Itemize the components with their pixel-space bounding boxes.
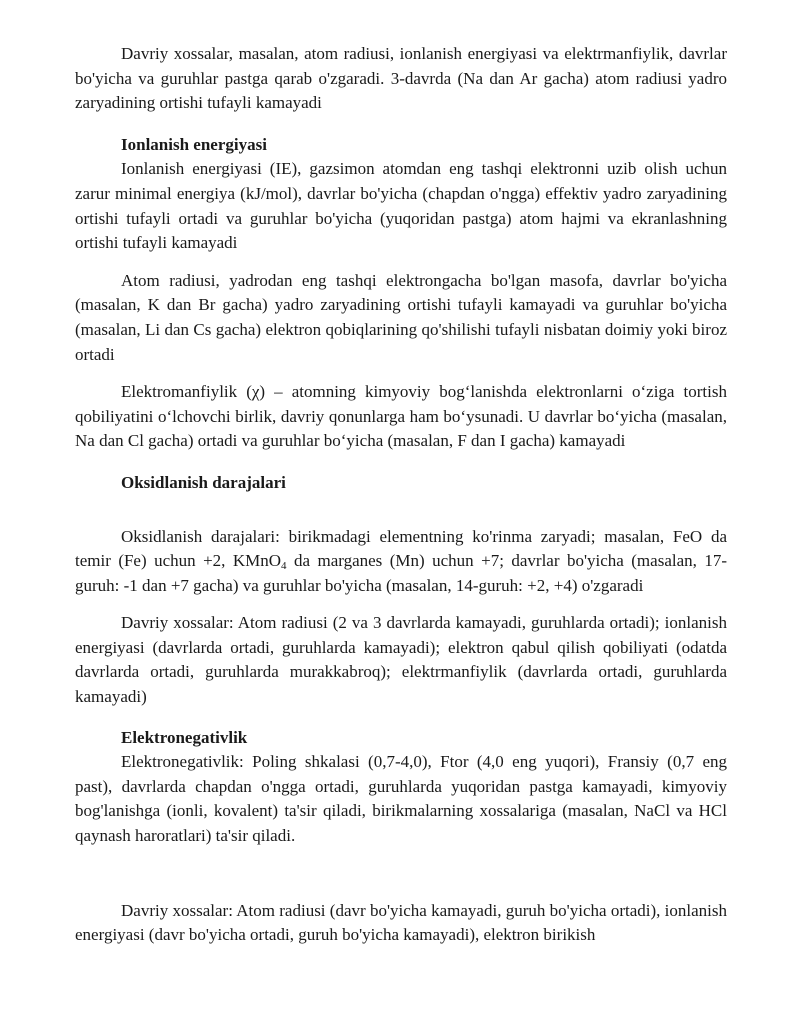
heading-ionization-energy: Ionlanish energiyasi	[121, 134, 267, 154]
oxidation-text-part1: Oksidlanish darajalari: birikmadagi elementning ko'rinma zaryadi; masalan, FeO da temir (Fe) uchun +2, KMnO	[75, 526, 727, 571]
subscript-four: 4	[281, 560, 287, 573]
paragraph-atomic-radius: Atom radiusi, yadrodan eng tashqi elektrongacha bo'lgan masofa, davrlar bo'yicha (masalan, K dan Br gacha) yadro zaryadining ortishi tufayli kamayadi va guruhlar bo'yicha (masalan, Li dan Cs gacha) elektron qobiqlarining qo'shilishi tufayli nisbatan doimiy yoki biroz ortadi	[75, 270, 727, 364]
paragraph-electronegativity-intro: Elektromanfiylik (χ) – atomning kimyoviy bogʻlanishda elektronlarni oʻziga tortish qobiliyatini oʻlchovchi birlik, davriy qonunlarga ham boʻysunadi. U davrlar boʻyicha (masalan, Na dan Cl gacha) ortadi va guruhlar boʻyicha (masalan, F dan I gacha) kamayadi	[75, 382, 727, 451]
oxidation-text-part2: da marganes (Mn) uchun +7; davrlar bo'yicha (masalan, 17-guruh: -1 dan +7 gacha) va guruhlar bo'yicha (masalan, 14-guruh: +2, +4) o'zgaradi	[75, 551, 727, 595]
paragraph-periodic-summary: Davriy xossalar: Atom radiusi (2 va 3 davrlarda kamayadi, guruhlarda ortadi); ionlanish energiyasi (davrlarda ortadi, guruhlarda kamayadi); elektron qabul qilish qobiliyati (odatda davrlarda ortadi, guruhlarda murakkabroq); elektrmanfiylik (davrlarda ortadi, guruhlarda kamayadi)	[75, 613, 727, 707]
paragraph-oxidation-states	[75, 525, 727, 599]
paragraph-periodic-properties: Davriy xossalar, masalan, atom radiusi, ionlanish energiyasi va elektrmanfiylik, davrlar bo'yicha va guruhlar pastga qarab o'zgaradi. 3-davrda (Na dan Ar gacha) atom radiusi yadro zaryadining ortishi tufayli kamayadi	[75, 44, 727, 113]
paragraph-electronegativity-scale: Elektronegativlik: Poling shkalasi (0,7-4,0), Ftor (4,0 eng yuqori), Fransiy (0,7 eng past), davrlarda chapdan o'ngga ortadi, guruhlarda yuqoridan pastga kamayadi, kimyoviy bog'lanishga (ionli, kovalent) ta'sir qiladi, birikmalarning xossalariga (masalan, NaCl va HCl qaynash haroratlari) ta'sir qiladi.	[75, 752, 727, 846]
paragraph-ionization-energy: Ionlanish energiyasi (IE), gazsimon atomdan eng tashqi elektronni uzib olish uchun zarur minimal energiya (kJ/mol), davrlar bo'yicha (chapdan o'ngga) effektiv yadro zaryadining ortishi tufayli ortadi va guruhlar bo'yicha (yuqoridan pastga) atom hajmi va ekranlashning ortishi tufayli kamayadi	[75, 159, 727, 253]
document-page	[75, 38, 727, 948]
heading-electronegativity: Elektronegativlik	[121, 727, 248, 747]
heading-oxidation-states: Oksidlanish darajalari	[121, 472, 286, 492]
paragraph-periodic-summary-2: Davriy xossalar: Atom radiusi (davr bo'yicha kamayadi, guruh bo'yicha ortadi), ionlanish energiyasi (davr bo'yicha ortadi, guruh bo'yicha kamayadi), elektron birikish	[75, 900, 727, 945]
